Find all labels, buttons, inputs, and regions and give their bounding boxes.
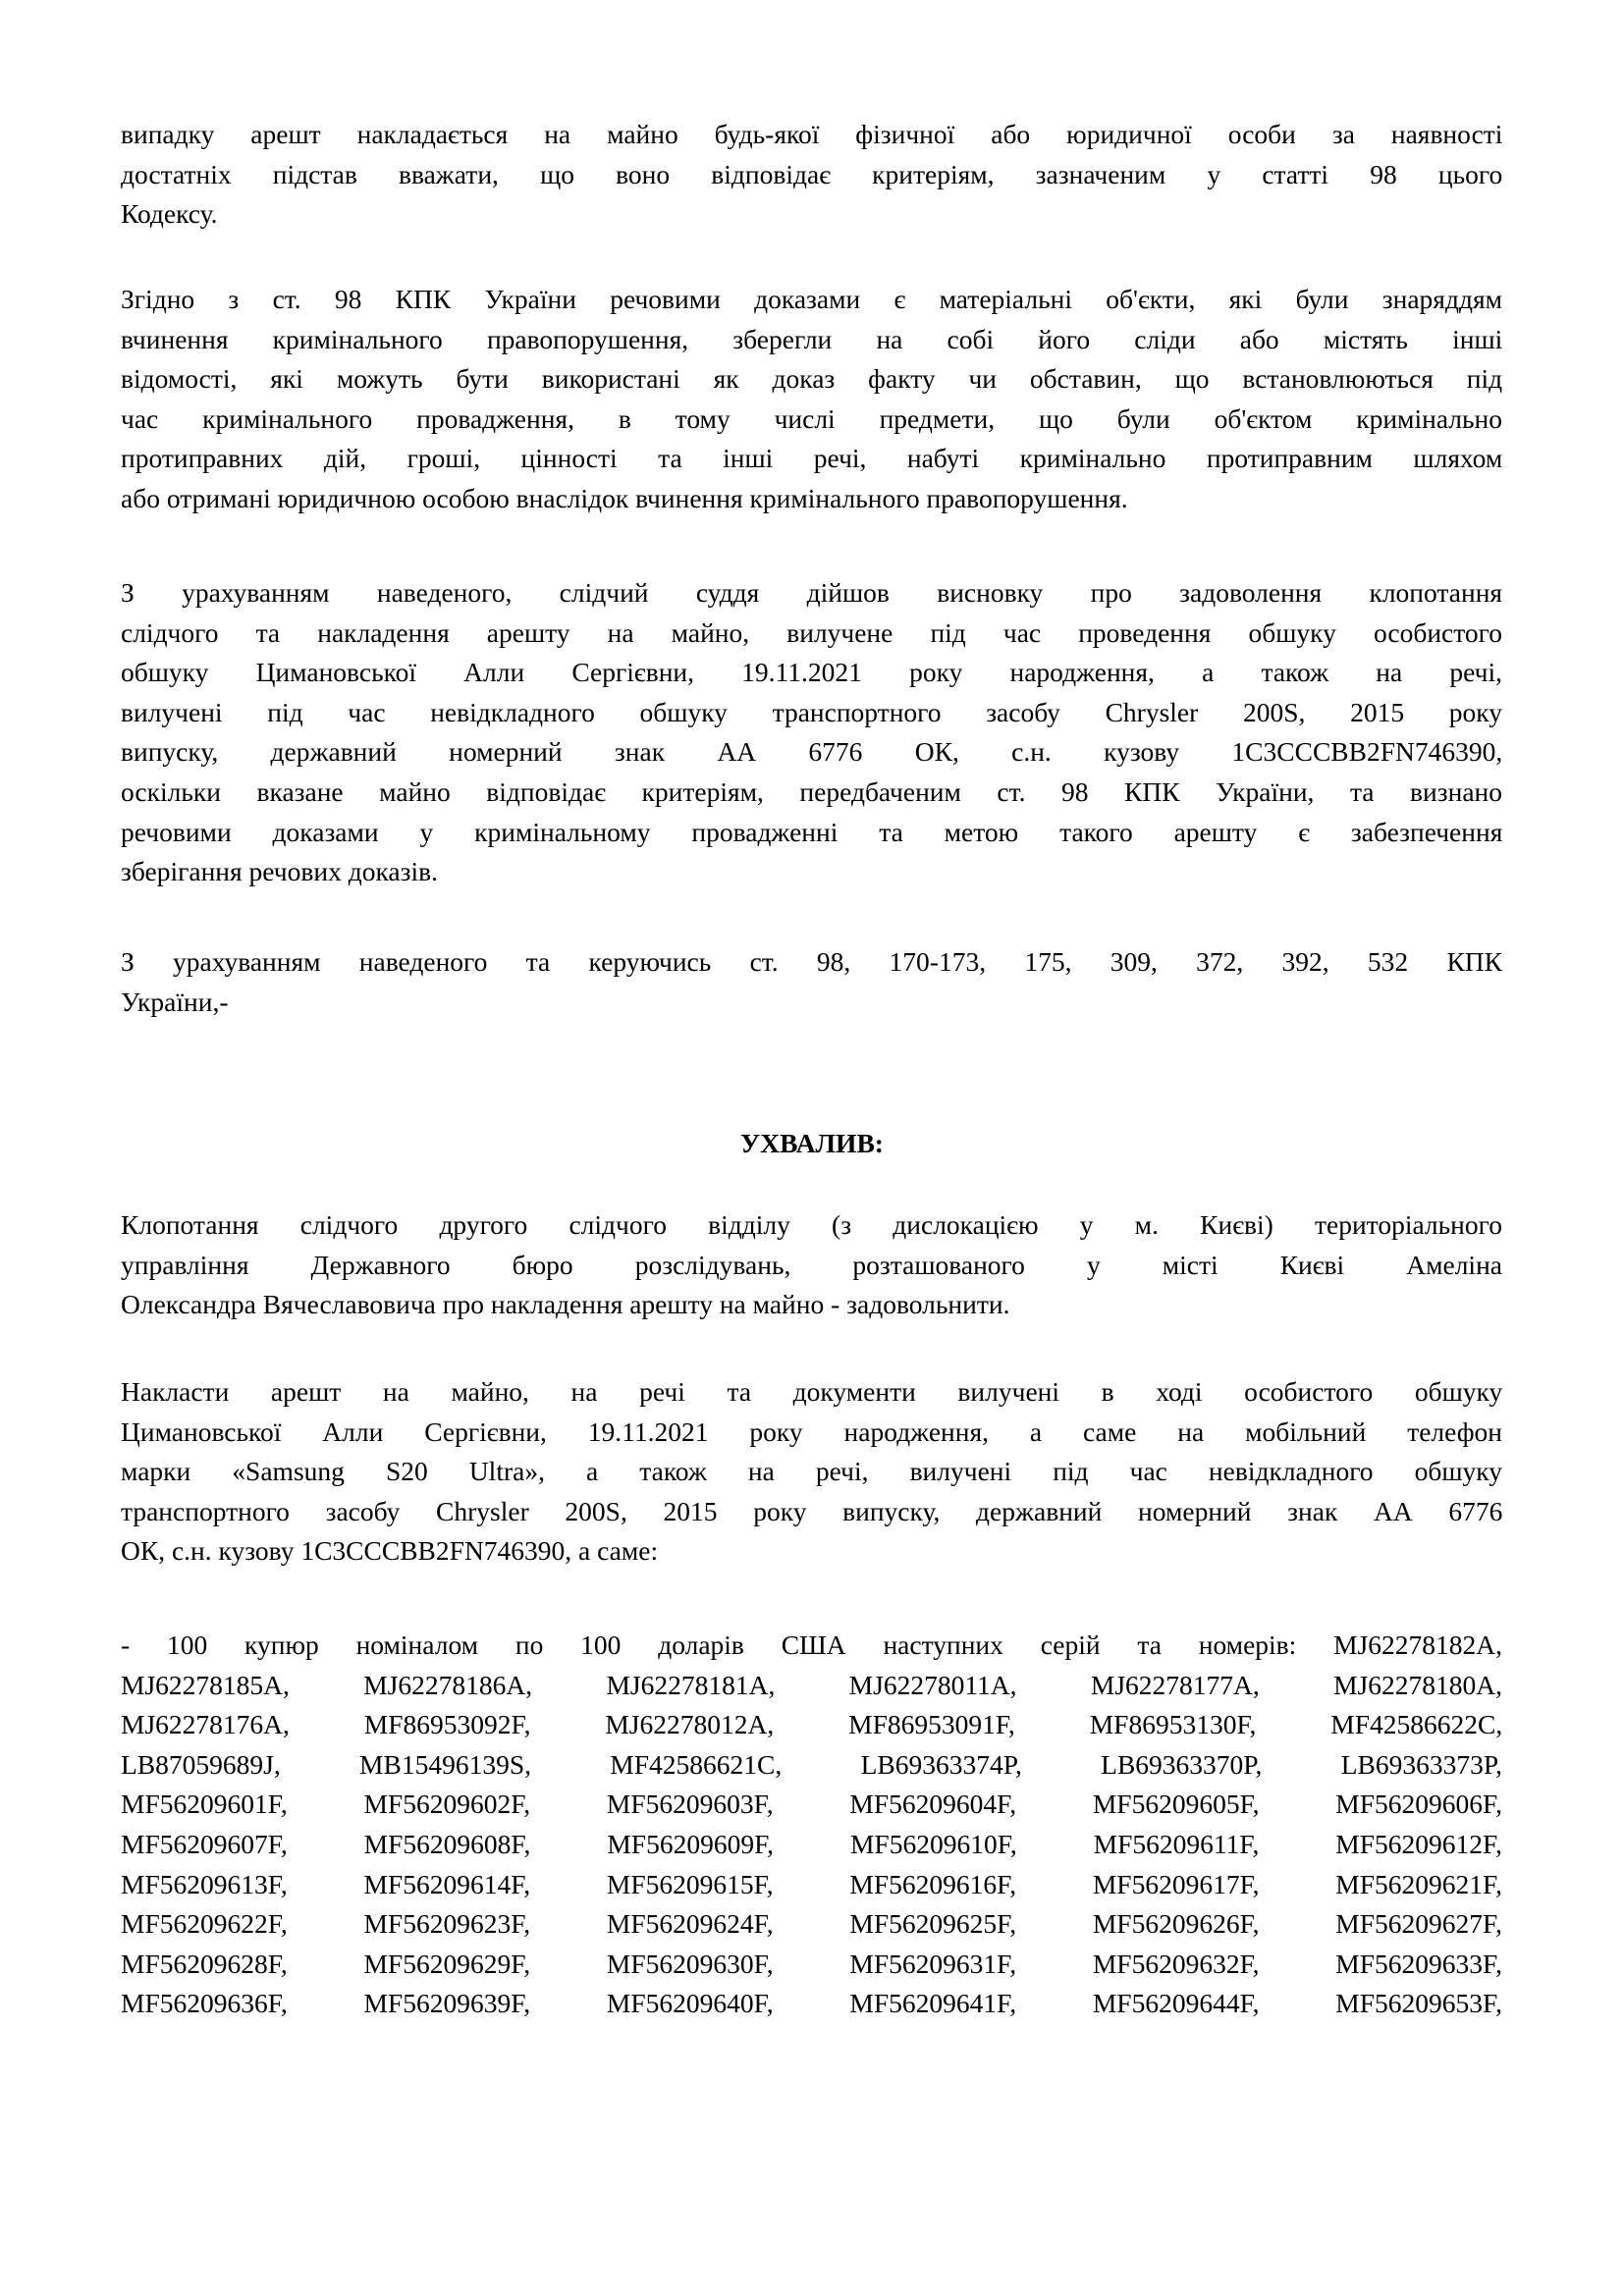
text-line: оскільки вказане майно відповідає критеріям, передбаченим ст. 98 КПК України, та визнано bbox=[121, 775, 1502, 807]
paragraph-banknote-serials bbox=[121, 1626, 1502, 2024]
paragraph-article-98-definition bbox=[121, 280, 1502, 519]
paragraph-motion-granted bbox=[121, 1205, 1502, 1325]
text-line: України,- bbox=[121, 986, 229, 1017]
text-line: Згідно з ст. 98 КПК України речовими доказами є матеріальні об'єкти, які були знаряддям bbox=[121, 284, 1502, 314]
text-line: марки «Samsung S20 Ultra», а також на речі, вилучені під час невідкладного обшуку bbox=[121, 1456, 1502, 1487]
text-line: відомості, які можуть бути використані як доказ факту чи обставин, що встановлюються під bbox=[121, 363, 1503, 395]
text-line: LB87059689J, MB15496139S, MF42586621C, LB69363374P, LB69363370P, LB69363373P, bbox=[121, 1748, 1502, 1780]
text-line: Цимановської Алли Сергієвни, 19.11.2021 року народження, а саме на мобільний телефон bbox=[121, 1415, 1502, 1447]
text-line: вчинення кримінального правопорушення, зберегли на собі його сліди або містять інші bbox=[121, 323, 1503, 354]
text-line: Олександра Вячеславовича про накладення арешту на майно - задовольнити. bbox=[121, 1289, 1010, 1320]
text-line: достатніх підстав вважати, що воно відповідає критеріям, зазначеним у статті 98 цього bbox=[121, 158, 1503, 189]
text-line: - 100 купюр номіналом по 100 доларів США наступних серій та номерів: MJ62278182A, bbox=[121, 1629, 1502, 1660]
text-line: Клопотання слідчого другого слідчого відділу (з дислокацією у м. Києві) територіального bbox=[121, 1209, 1502, 1240]
text-line: ОК, с.н. кузову 1C3CCCBB2FN746390, а саме: bbox=[121, 1535, 659, 1567]
text-line: MF56209601F, MF56209602F, MF56209603F, MF56209604F, MF56209605F, MF56209606F, bbox=[121, 1789, 1502, 1820]
text-line: вилучені під час невідкладного обшуку транспортного засобу Chrysler 200S, 2015 року bbox=[121, 696, 1502, 727]
ruling-heading: УХВАЛИВ: bbox=[740, 1128, 884, 1158]
text-line: MF56209613F, MF56209614F, MF56209615F, MF56209616F, MF56209617F, MF56209621F, bbox=[121, 1868, 1502, 1899]
text-line: Кодексу. bbox=[121, 198, 218, 230]
text-line: MJ62278176A, MF86953092F, MJ62278012A, MF86953091F, MF86953130F, MF42586622C, bbox=[121, 1709, 1503, 1740]
text-line: зберігання речових доказів. bbox=[121, 856, 438, 887]
text-line: MF56209607F, MF56209608F, MF56209609F, MF56209610F, MF56209611F, MF56209612F, bbox=[121, 1828, 1502, 1859]
paragraph-judge-conclusion bbox=[121, 573, 1502, 892]
paragraph-arrest-criteria-continuation bbox=[121, 115, 1502, 235]
text-line: MF56209636F, MF56209639F, MF56209640F, MF56209641F, MF56209644F, MF56209653F, bbox=[121, 1988, 1502, 2019]
text-line: протиправних дій, гроші, цінності та інші речі, набуті кримінально протиправним шляхом bbox=[121, 443, 1503, 474]
paragraph-arrest-imposed bbox=[121, 1372, 1502, 1572]
text-line: З урахуванням наведеного та керуючись ст. 98, 170-173, 175, 309, 372, 392, 532 КПК bbox=[121, 946, 1502, 977]
text-line: MJ62278185A, MJ62278186A, MJ62278181A, MJ62278011A, MJ62278177A, MJ62278180A, bbox=[121, 1669, 1502, 1700]
text-line: час кримінального провадження, в тому числі предмети, що були об'єктом кримінально bbox=[121, 402, 1502, 434]
text-line: слідчого та накладення арешту на майно, вилучене під час проведення обшуку особистого bbox=[121, 616, 1502, 648]
text-line: MF56209628F, MF56209629F, MF56209630F, MF56209631F, MF56209632F, MF56209633F, bbox=[121, 1948, 1502, 1979]
text-line: випадку арешт накладається на майно будь-якої фізичної або юридичної особи за наявності bbox=[121, 119, 1503, 149]
paragraph-legal-basis bbox=[121, 942, 1502, 1022]
text-line: управління Державного бюро розслідувань, розташованого у місті Києві Амеліна bbox=[121, 1249, 1502, 1280]
text-line: речовими доказами у кримінальному провадженні та метою такого арешту є забезпечення bbox=[121, 816, 1503, 847]
text-line: обшуку Цимановської Алли Сергієвни, 19.11.2021 року народження, а також на речі, bbox=[121, 657, 1502, 688]
text-line: або отримані юридичною особою внаслідок вчинення кримінального правопорушення. bbox=[121, 482, 1128, 513]
text-line: Накласти арешт на майно, на речі та документи вилучені в ході особистого обшуку bbox=[121, 1376, 1503, 1407]
text-line: З урахуванням наведеного, слідчий суддя дійшов висновку про задоволення клопотання bbox=[121, 577, 1503, 608]
text-line: MF56209622F, MF56209623F, MF56209624F, MF56209625F, MF56209626F, MF56209627F, bbox=[121, 1908, 1502, 1940]
text-line: транспортного засобу Chrysler 200S, 2015 року випуску, державний номерний знак АА 6776 bbox=[121, 1495, 1503, 1526]
text-line: випуску, державний номерний знак АА 6776 ОК, с.н. кузову 1C3CCCBB2FN746390, bbox=[121, 736, 1503, 768]
